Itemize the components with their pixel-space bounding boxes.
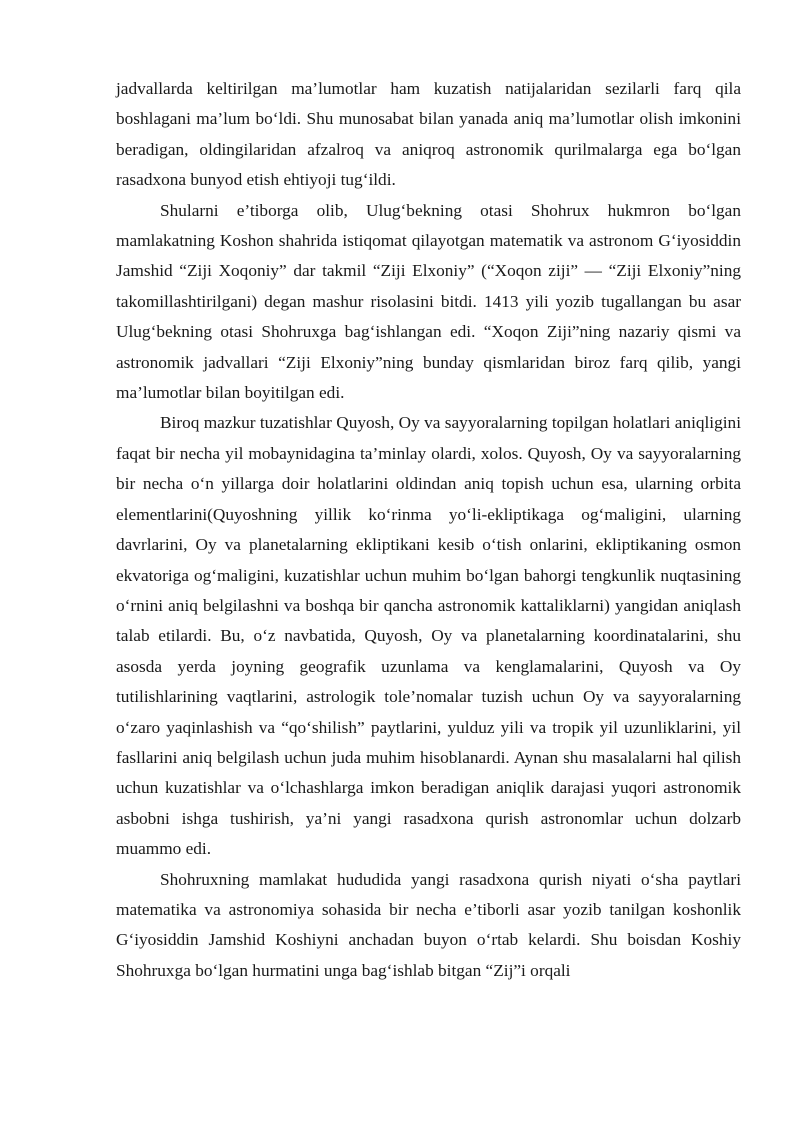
paragraph-4: Shohruxning mamlakat hududida yangi rasadxona qurish niyati o‘sha paytlari matematika va astronomiya sohasida bir necha e’tiborli asar yozib tanilgan koshonlik G‘iyosiddin Jamshid Koshiyni anchadan buyon o‘rtab kelardi. Shu boisdan Koshiy Shohruxga bo‘lgan hurmatini unga bag‘ishlab bitgan “Zij”i orqali: [116, 869, 741, 980]
paragraph-1: jadvallarda keltirilgan ma’lumotlar ham kuzatish natijalaridan sezilarli farq qila boshlagani ma’lum bo‘ldi. Shu munosabat bilan yanada aniq ma’lumotlar olish imkonini beradigan, oldingilaridan afzalroq va aniqroq astronomik qurilmalarga ega bo‘lgan rasadxona bunyod etish ehtiyoji tug‘ildi.: [116, 79, 741, 190]
paragraph-2: Shularni e’tiborga olib, Ulug‘bekning otasi Shohrux hukmron bo‘lgan mamlakatning Koshon shahrida istiqomat qilayotgan matematik va astronom G‘iyosiddin Jamshid “Ziji Xoqoniy” dar takmil “Ziji Elxoniy” (“Xoqon ziji” — “Ziji Elxoniy”ning takomillashtirilgani) degan mashur risolasini bitdi. 1413 yili yozib tugallangan bu asar Ulug‘bekning otasi Shohruxga bag‘ishlangan edi. “Xoqon Ziji”ning nazariy qismi va astronomik jadvallari “Ziji Elxoniy”ning bunday qismlaridan biroz farq qilib, yangi ma’lumotlar bilan boyitilgan edi.: [116, 200, 741, 403]
paragraph-3: Biroq mazkur tuzatishlar Quyosh, Oy va sayyoralarning topilgan holatlari aniqligini faqat bir necha yil mobaynidagina ta’minlay olardi, xolos. Quyosh, Oy va sayyoralarning bir necha o‘n yillarga doir holatlarini oldindan aniq topish uchun esa, ularning orbita elementlarini(Quyoshning yillik ko‘rinma yo‘li-ekliptikaga og‘maligini, ularning davrlarini, Oy va planetalarning ekliptikani kesib o‘tish onlarini, ekliptikaning osmon ekvatoriga og‘maligini, kuzatishlar uchun muhim bo‘lgan bahorgi tengkunlik nuqtasining o‘rnini aniq belgilashni va boshqa bir qancha astronomik kattaliklarni) yangidan aniqlash talab etilardi. Bu, o‘z navbatida, Quyosh, Oy va planetalarning koordinatalarini, shu asosda yerda joyning geografik uzunlama va kenglamalarini, Quyosh va Oy tutilishlarining vaqtlarini, astrologik tole’nomalar tuzish uchun Oy va sayyoralarning o‘zaro yaqinlashish va “qo‘shilish” paytlarini, yulduz yili va tropik yil uzunliklarini, yil fasllarini aniq belgilash uchun juda muhim hisoblanardi. Aynan shu masalalarni hal qilish uchun kuzatishlar va o‘lchashlarga imkon beradigan aniqlik darajasi yuqori astronomik asbobni ishga tushirish, ya’ni yangi rasadxona qurish astronomlar uchun dolzarb muammo edi.: [116, 413, 741, 859]
document-page: [116, 74, 741, 986]
